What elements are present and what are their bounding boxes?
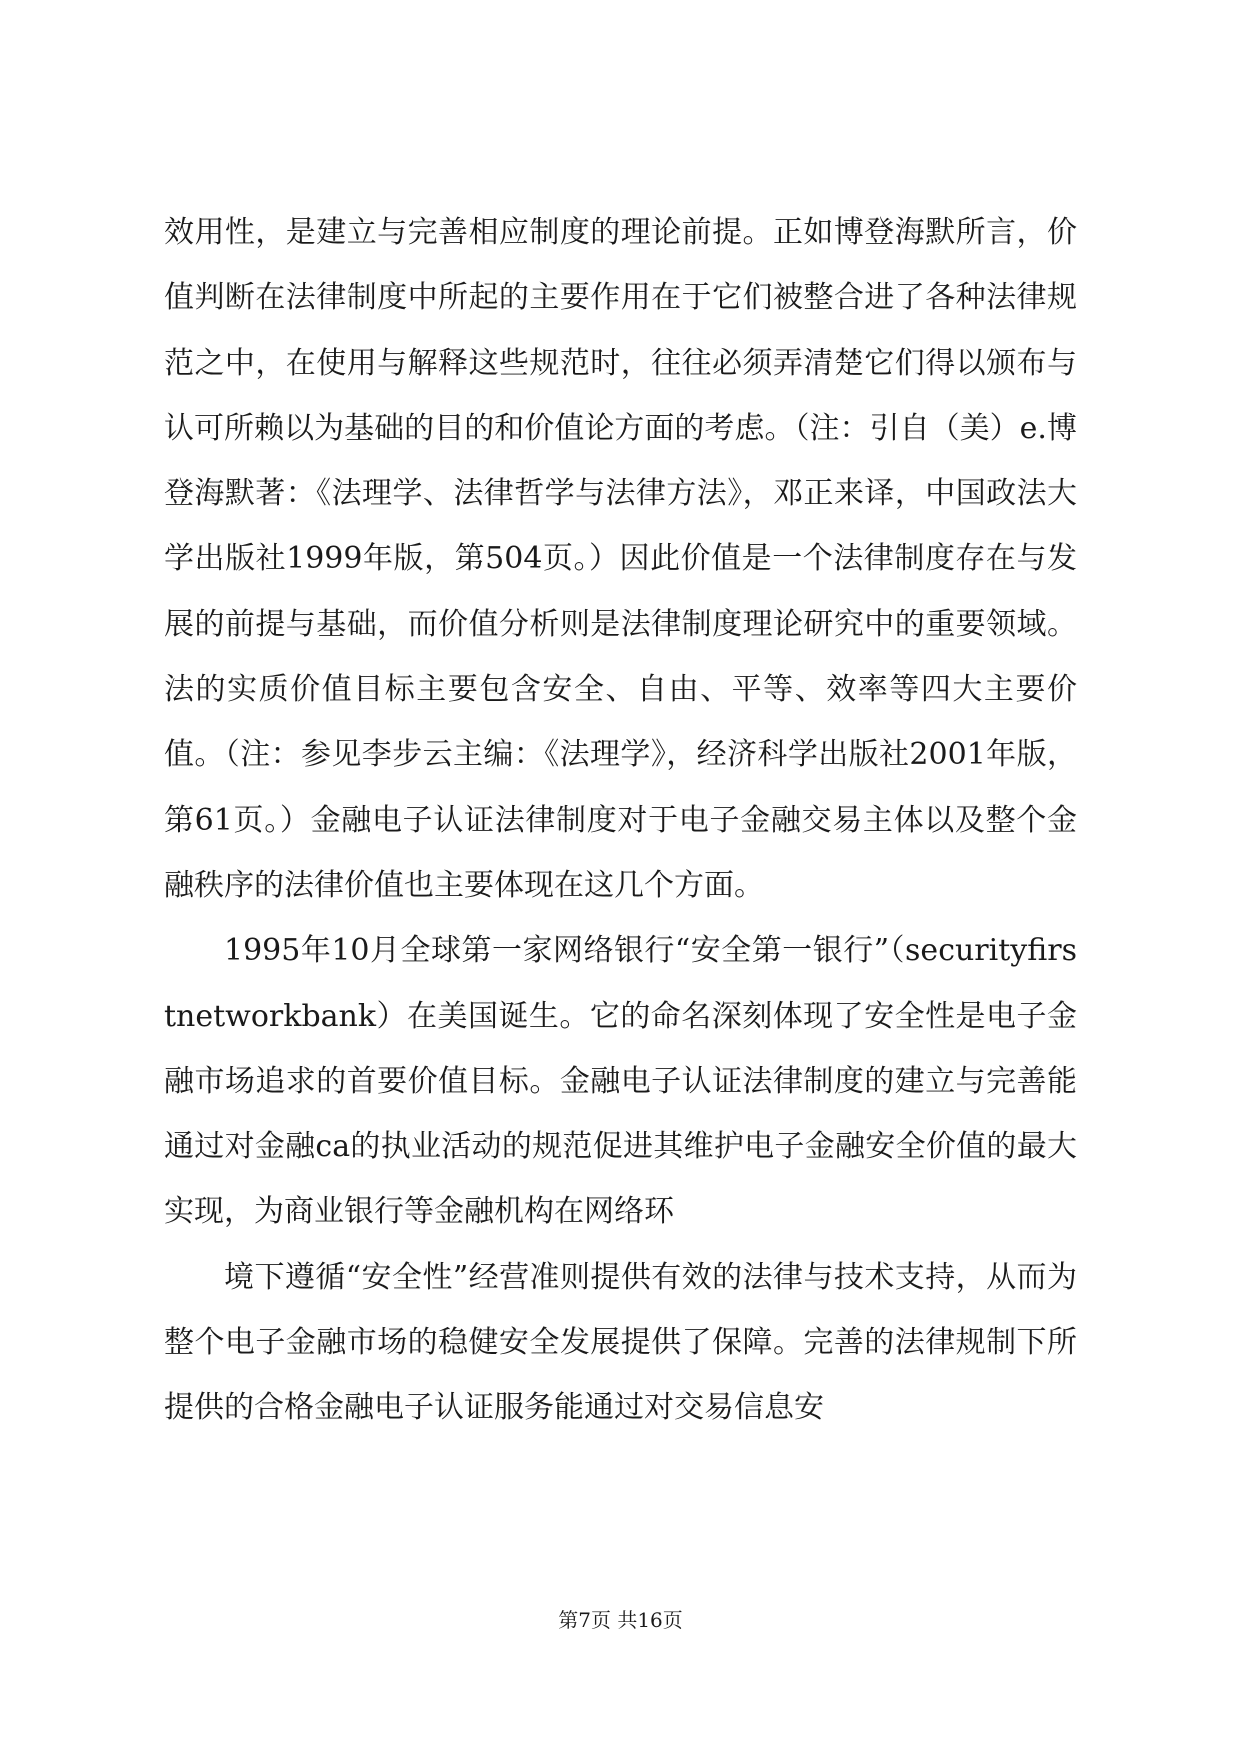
paragraph-1: 效用性，是建立与完善相应制度的理论前提。正如博登海默所言，价值判断在法律制度中所起的主要作用在于它们被整合进了各种法律规范之中，在使用与解释这些规范时，往往必须弄清楚它们得以颁布与认可所赖以为基础的目的和价值论方面的考虑。（注：引自（美）e.博登海默著：《法理学、法律哲学与法律方法》，邓正来译，中国政法大学出版社1999年版，第504页。）因此价值是一个法律制度存在与发展的前提与基础，而价值分析则是法律制度理论研究中的重要领域。法的实质价值目标主要包含安全、自由、平等、效率等四大主要价值。（注：参见李步云主编：《法理学》，经济科学出版社2001年版，第61页。）金融电子认证法律制度对于电子金融交易主体以及整个金融秩序的法律价值也主要体现在这几个方面。	[164, 215, 1077, 903]
paragraph-2: 1995年10月全球第一家网络银行“安全第一银行”（securityfirstnetworkbank）在美国诞生。它的命名深刻体现了安全性是电子金融市场追求的首要价值目标。金融电子认证法律制度的建立与完善能通过对金融ca的执业活动的规范促进其维护电子金融安全价值的最大实现，为商业银行等金融机构在网络环	[164, 933, 1077, 1230]
document-body	[164, 200, 1077, 1441]
page-number-footer: 第7页 共16页	[558, 1608, 683, 1632]
paragraph-3: 境下遵循“安全性”经营准则提供有效的法律与技术支持，从而为整个电子金融市场的稳健安全发展提供了保障。完善的法律规制下所提供的合格金融电子认证服务能通过对交易信息安	[164, 1259, 1077, 1426]
